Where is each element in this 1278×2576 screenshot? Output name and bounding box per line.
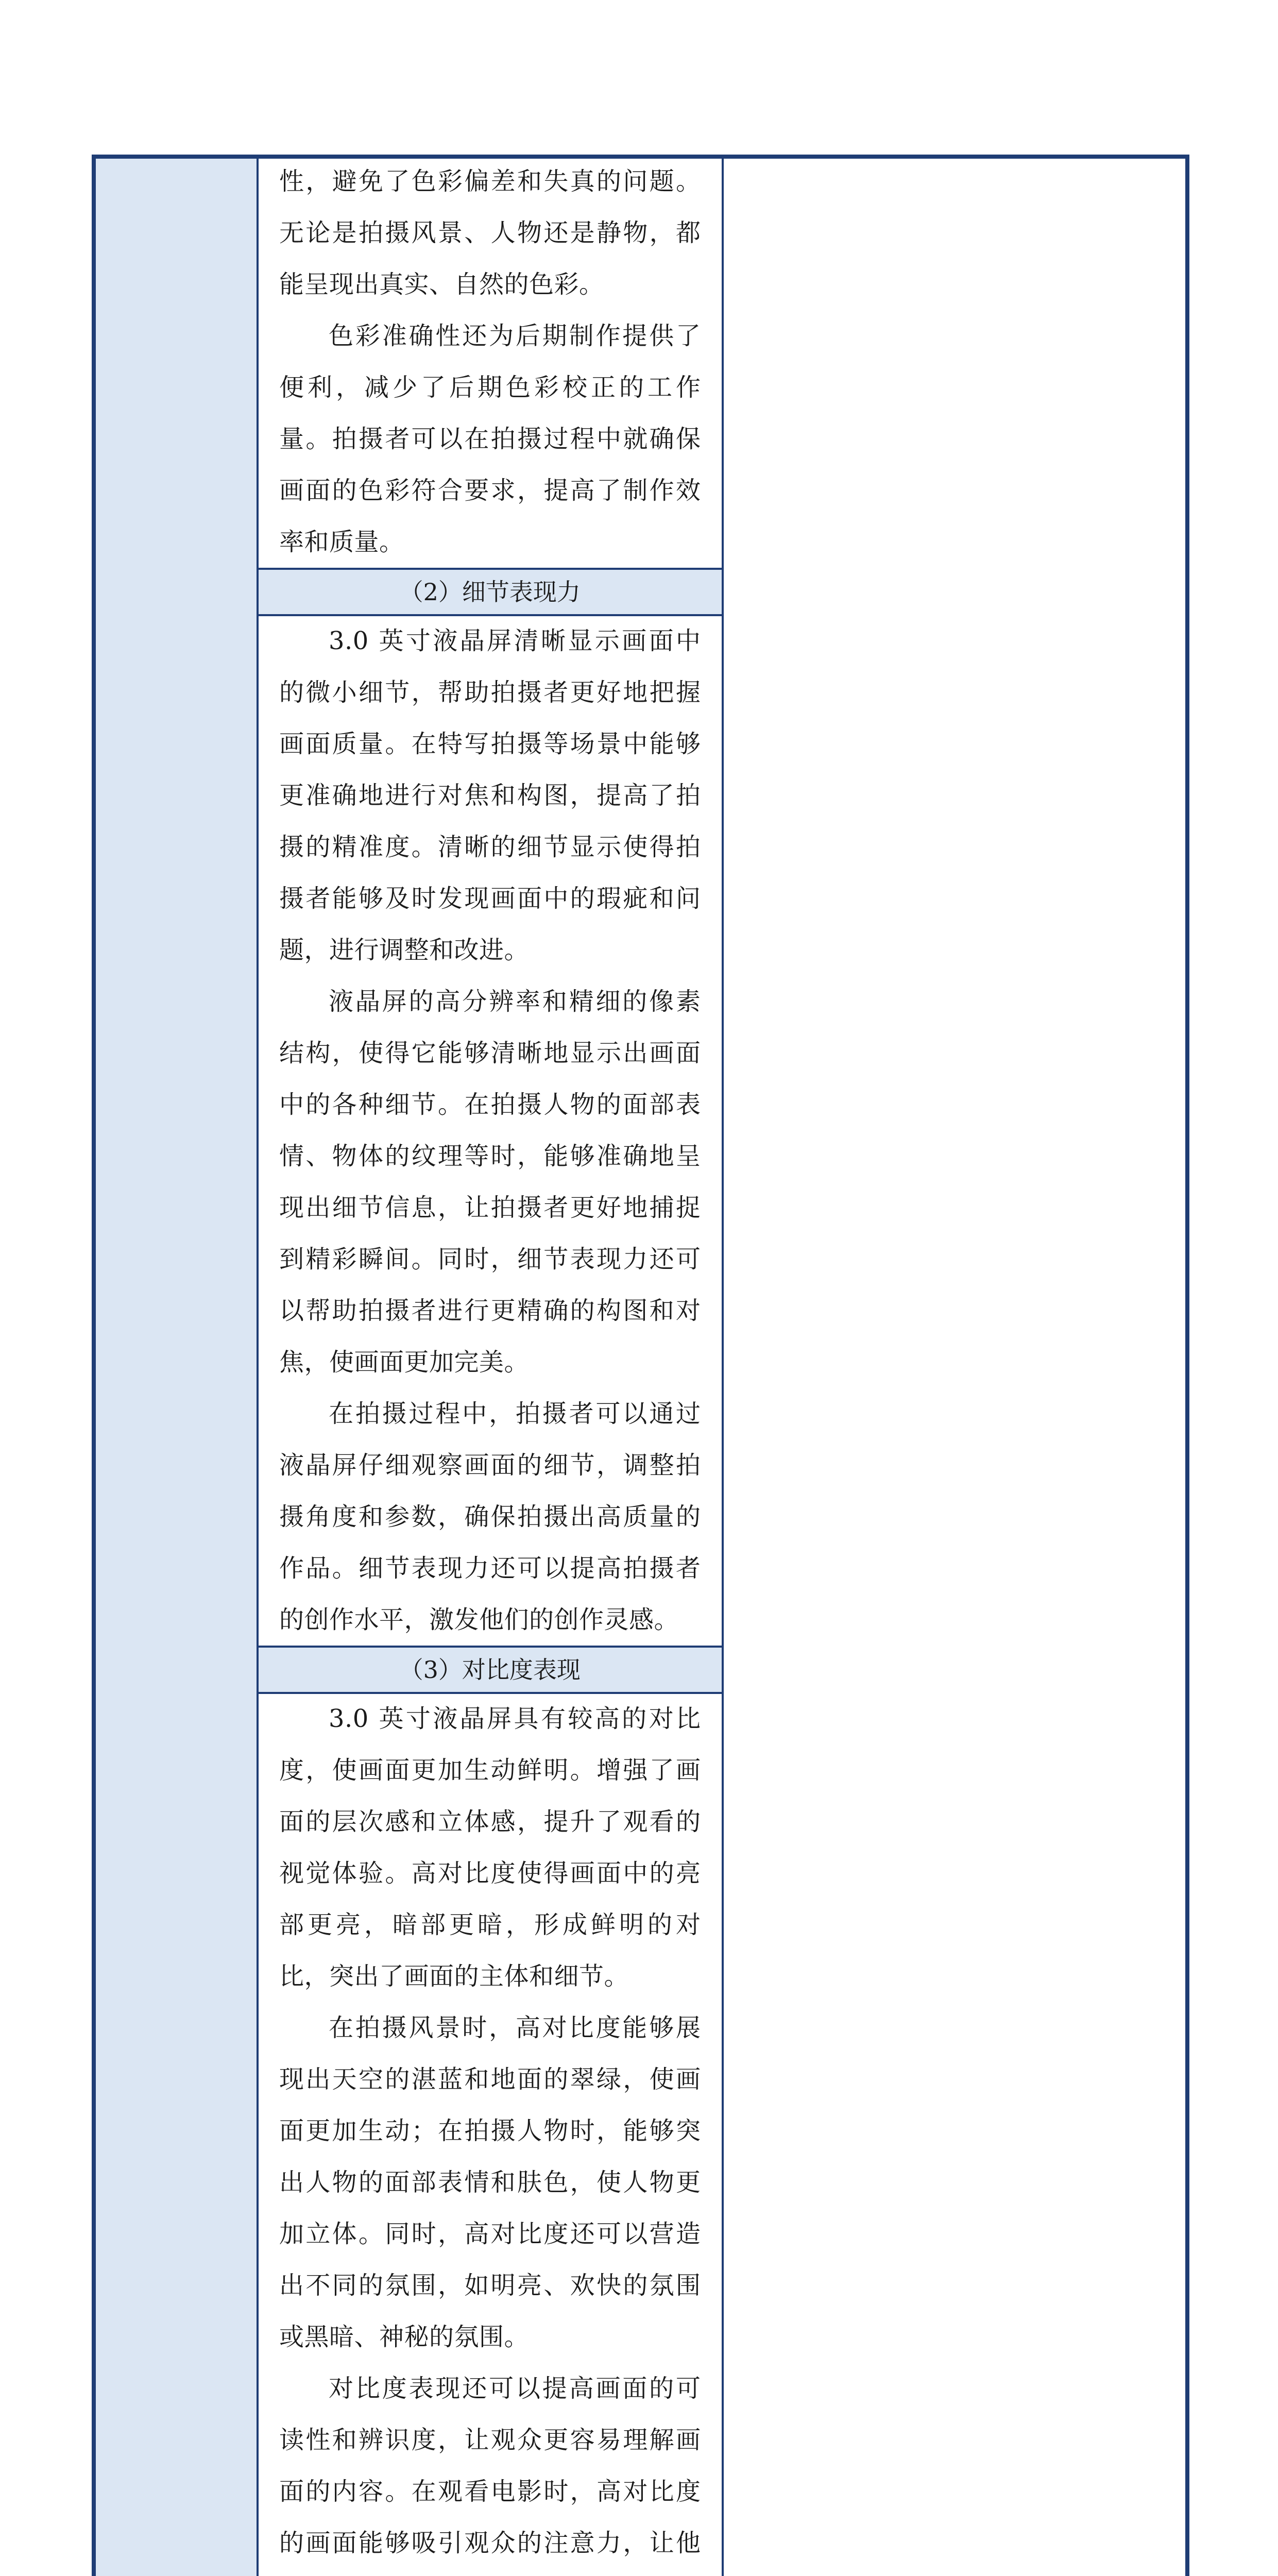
paragraph: 性，避免了色彩偏差和失真的问题。无论是拍摄风景、人物还是静物，都能呈现出真实、自然的色彩。 — [279, 167, 701, 299]
detail-body — [258, 615, 723, 1647]
paragraph: 在拍摄过程中，拍摄者可以通过液晶屏仔细观察画面的细节，调整拍摄角度和参数，确保拍摄出高质量的作品。细节表现力还可以提高拍摄者的创作水平，激发他们的创作灵感。 — [279, 1399, 701, 1634]
document-table — [92, 155, 1189, 2576]
color-accuracy-body — [258, 157, 723, 569]
paragraph: 对比度表现还可以提高画面的可读性和辨识度，让观众更容易理解画面的内容。在观看电影时，高对比度的画面能够吸引观众的注意力，让他 — [279, 2374, 701, 2557]
paragraph: 3.0 英寸液晶屏具有较高的对比度，使画面更加生动鲜明。增强了画面的层次感和立体感，提升了观看的视觉体验。高对比度使得画面中的亮部更亮，暗部更暗，形成鲜明的对比，突出了画面的主体和细节。 — [279, 1704, 701, 1991]
left-column-cell — [94, 157, 258, 2576]
paragraph: 液晶屏的高分辨率和精细的像素结构，使得它能够清晰地显示出画面中的各种细节。在拍摄人物的面部表情、物体的纹理等时，能够准确地呈现出细节信息，让拍摄者更好地捕捉到精彩瞬间。同时，细节表现力还可以帮助拍摄者进行更精确的构图和对焦，使画面更加完美。 — [279, 987, 701, 1377]
paragraph: 3.0 英寸液晶屏清晰显示画面中的微小细节，帮助拍摄者更好地把握画面质量。在特写拍摄等场景中能够更准确地进行对焦和构图，提高了拍摄的精准度。清晰的细节显示使得拍摄者能够及时发现画面中的瑕疵和问题，进行调整和改进。 — [279, 626, 701, 964]
paragraph: 在拍摄风景时，高对比度能够展现出天空的湛蓝和地面的翠绿，使画面更加生动；在拍摄人物时，能够突出人物的面部表情和肤色，使人物更加立体。同时，高对比度还可以营造出不同的氛围，如明亮、欢快的氛围或黑暗、神秘的氛围。 — [279, 2013, 701, 2351]
paragraph: 色彩准确性还为后期制作提供了便利，减少了后期色彩校正的工作量。拍摄者可以在拍摄过程中就确保画面的色彩符合要求，提高了制作效率和质量。 — [279, 321, 701, 556]
section-header-contrast: （3）对比度表现 — [258, 1647, 723, 1693]
contrast-body — [258, 1693, 723, 2576]
section-header-detail: （2）细节表现力 — [258, 569, 723, 615]
